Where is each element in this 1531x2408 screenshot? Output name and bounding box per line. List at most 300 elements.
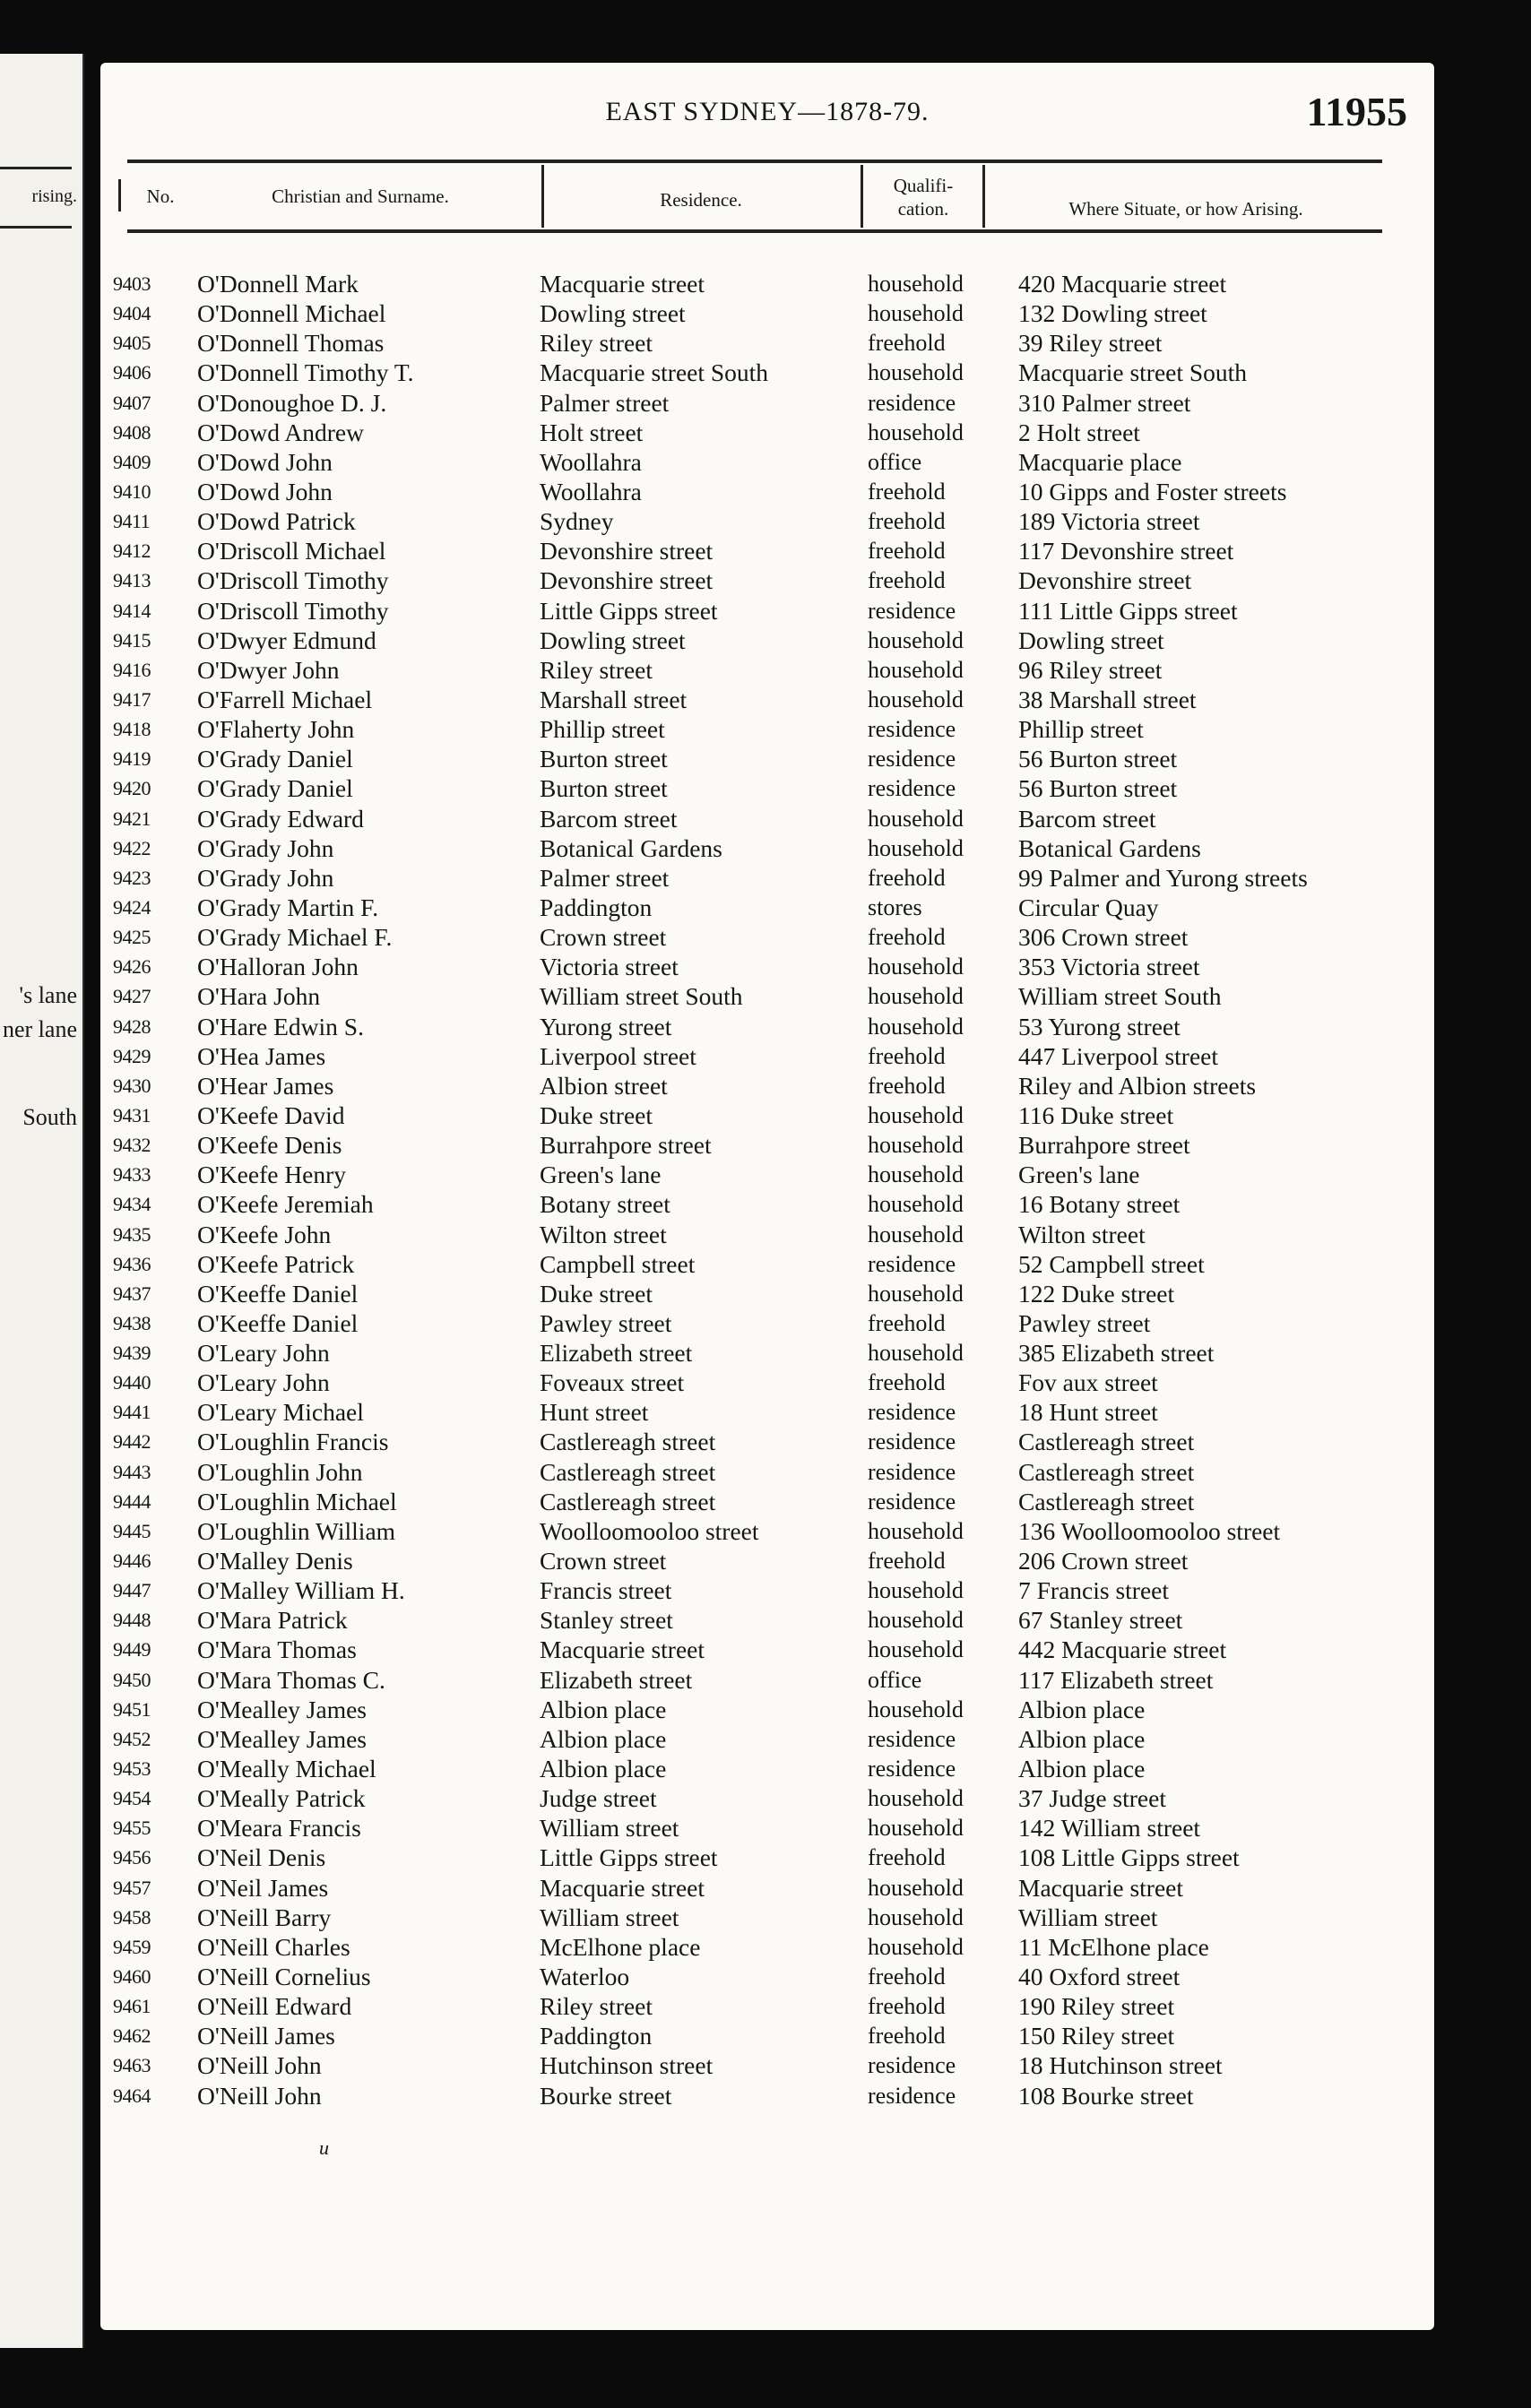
entry-number: 9407: [113, 391, 151, 414]
entry-number: 9458: [113, 1905, 151, 1929]
where-situate: 37 Judge street: [1018, 1784, 1166, 1813]
voter-name: O'Hara John: [197, 982, 321, 1011]
residence: Palmer street: [540, 388, 670, 417]
where-situate: 56 Burton street: [1018, 774, 1178, 803]
entry-number: 9430: [113, 1074, 151, 1097]
table-row: [113, 269, 1422, 298]
residence: Castlereagh street: [540, 1487, 716, 1515]
entry-number: 9432: [113, 1134, 151, 1157]
voter-name: O'Donnell Mark: [197, 270, 359, 298]
entry-number: 9454: [113, 1787, 151, 1810]
where-situate: Circular Quay: [1018, 893, 1159, 921]
where-situate: 2 Holt street: [1018, 418, 1140, 446]
qualification: freehold: [868, 538, 946, 565]
entry-number: 9404: [113, 302, 151, 325]
residence: Crown street: [540, 923, 667, 952]
where-situate: 190 Riley street: [1018, 1992, 1175, 2021]
table-row: [113, 1427, 1422, 1456]
where-situate: 122 Duke street: [1018, 1279, 1175, 1308]
qualification: household: [868, 1340, 964, 1367]
voter-name: O'Flaherty John: [197, 715, 355, 744]
qualification: household: [868, 1785, 964, 1812]
entry-number: 9461: [113, 1995, 151, 2018]
qualification: freehold: [868, 1844, 946, 1871]
voter-name: O'Neill John: [197, 2081, 322, 2110]
table-row: [113, 1308, 1422, 1338]
residence: Wilton street: [540, 1220, 667, 1248]
where-situate: 189 Victoria street: [1018, 507, 1200, 536]
voter-name: O'Neill Edward: [197, 1992, 352, 2021]
entry-number: 9438: [113, 1311, 151, 1334]
qualification: household: [868, 1903, 964, 1930]
where-situate: 53 Yurong street: [1018, 1012, 1181, 1040]
voter-name: O'Dwyer John: [197, 655, 340, 684]
where-situate: Devonshire street: [1018, 566, 1192, 595]
qualification: household: [868, 1280, 964, 1307]
where-situate: Macquarie street South: [1018, 358, 1248, 387]
qualification: residence: [868, 1399, 956, 1426]
where-situate: 108 Bourke street: [1018, 2081, 1194, 2110]
where-situate: Castlereagh street: [1018, 1487, 1195, 1515]
entry-number: 9436: [113, 1252, 151, 1275]
entry-number: 9456: [113, 1846, 151, 1869]
entry-number: 9414: [113, 599, 151, 622]
residence: Dowling street: [540, 299, 686, 328]
left-page-fragment: ner lane: [2, 1016, 77, 1042]
table-row: [113, 1249, 1422, 1279]
table-row: [113, 1843, 1422, 1872]
qualification: freehold: [868, 924, 946, 951]
voter-name: O'Neill Cornelius: [197, 1963, 371, 1991]
qualification: office: [868, 1666, 922, 1693]
entry-number: 9403: [113, 272, 151, 295]
table-row: [113, 1991, 1422, 2021]
where-situate: Green's lane: [1018, 1161, 1140, 1189]
residence: Riley street: [540, 655, 653, 684]
table-row: [113, 1546, 1422, 1575]
column-separator: [541, 165, 544, 228]
residence: Macquarie street South: [540, 358, 769, 387]
table-row: [113, 626, 1422, 655]
left-page-rule: [0, 226, 72, 229]
voter-name: O'Leary John: [197, 1339, 330, 1368]
entry-number: 9416: [113, 658, 151, 681]
voter-name: O'Loughlin William: [197, 1516, 396, 1545]
voter-name: O'Neill Barry: [197, 1903, 332, 1931]
residence: Waterloo: [540, 1963, 630, 1991]
voter-name: O'Dwyer Edmund: [197, 626, 376, 654]
entry-number: 9443: [113, 1460, 151, 1483]
entry-number: 9446: [113, 1549, 151, 1573]
where-situate: 310 Palmer street: [1018, 388, 1191, 417]
residence: Marshall street: [540, 685, 688, 713]
qualification: office: [868, 448, 922, 475]
where-situate: Castlereagh street: [1018, 1428, 1195, 1456]
residence: McElhone place: [540, 1932, 701, 1961]
entry-number: 9412: [113, 539, 151, 563]
voter-name: O'Grady Michael F.: [197, 923, 393, 952]
residence: Hunt street: [540, 1398, 649, 1427]
qualification: residence: [868, 716, 956, 743]
residence: Little Gipps street: [540, 1843, 718, 1872]
qualification: household: [868, 1221, 964, 1247]
residence: Castlereagh street: [540, 1428, 716, 1456]
entry-number: 9409: [113, 450, 151, 473]
voter-name: O'Neil James: [197, 1873, 329, 1902]
residence: Dowling street: [540, 626, 686, 654]
qualification: household: [868, 359, 964, 386]
residence: Bourke street: [540, 2081, 672, 2110]
register-rows: [113, 269, 1422, 2110]
qualification: residence: [868, 2052, 956, 2079]
entry-number: 9445: [113, 1519, 151, 1542]
residence: Duke street: [540, 1100, 653, 1129]
residence: Judge street: [540, 1784, 657, 1813]
voter-name: O'Keefe Henry: [197, 1161, 347, 1189]
where-situate: 7 Francis street: [1018, 1576, 1170, 1605]
table-row: [113, 1695, 1422, 1724]
residence: Devonshire street: [540, 566, 714, 595]
qualification: freehold: [868, 1309, 946, 1336]
table-row: [113, 1189, 1422, 1219]
page-number: 11955: [1306, 89, 1407, 134]
where-situate: 142 William street: [1018, 1814, 1201, 1843]
where-situate: 136 Woolloomooloo street: [1018, 1516, 1281, 1545]
table-row: [113, 833, 1422, 863]
table-row: [113, 1130, 1422, 1160]
residence: Albion place: [540, 1724, 667, 1753]
residence: Holt street: [540, 418, 644, 446]
qualification: household: [868, 1161, 964, 1188]
column-header-name: Christian and Surname.: [272, 186, 449, 207]
table-row: [113, 2081, 1422, 2110]
table-row: [113, 328, 1422, 358]
table-row: [113, 418, 1422, 447]
qualification: residence: [868, 389, 956, 416]
entry-number: 9423: [113, 866, 151, 889]
table-row: [113, 981, 1422, 1011]
entry-number: 9406: [113, 361, 151, 384]
voter-name: O'Leary John: [197, 1368, 330, 1397]
where-situate: 56 Burton street: [1018, 745, 1178, 773]
entry-number: 9425: [113, 926, 151, 949]
footer-mark: u: [319, 2136, 329, 2159]
table-row: [113, 714, 1422, 744]
residence: Macquarie street: [540, 1873, 705, 1902]
voter-name: O'Keefe Jeremiah: [197, 1190, 374, 1219]
column-header-residence: Residence.: [660, 189, 742, 211]
residence: Green's lane: [540, 1161, 662, 1189]
voter-name: O'Mara Thomas: [197, 1636, 357, 1664]
table-row: [113, 1754, 1422, 1783]
table-row: [113, 1160, 1422, 1189]
voter-name: O'Grady John: [197, 863, 334, 892]
where-situate: Pawley street: [1018, 1308, 1151, 1337]
table-row: [113, 1487, 1422, 1516]
left-page-fragment: 's lane: [19, 982, 77, 1008]
qualification: residence: [868, 1488, 956, 1515]
qualification: residence: [868, 775, 956, 802]
entry-number: 9449: [113, 1638, 151, 1661]
where-situate: Barcom street: [1018, 804, 1156, 833]
table-row: [113, 1665, 1422, 1695]
residence: Woolloomooloo street: [540, 1516, 759, 1545]
entry-number: 9405: [113, 332, 151, 355]
where-situate: Albion place: [1018, 1695, 1146, 1723]
where-situate: 40 Oxford street: [1018, 1963, 1181, 1991]
qualification: household: [868, 626, 964, 653]
entry-number: 9447: [113, 1579, 151, 1602]
table-row: [113, 477, 1422, 506]
residence: Stanley street: [540, 1606, 673, 1635]
qualification: household: [868, 834, 964, 861]
residence: Hutchinson street: [540, 2051, 714, 2080]
voter-name: O'Donoughoe D. J.: [197, 388, 387, 417]
voter-name: O'Hare Edwin S.: [197, 1012, 364, 1040]
entry-number: 9411: [113, 510, 151, 533]
qualification: household: [868, 1607, 964, 1634]
qualification: residence: [868, 597, 956, 624]
entry-number: 9415: [113, 628, 151, 652]
residence: Campbell street: [540, 1249, 696, 1278]
entry-number: 9457: [113, 1876, 151, 1899]
where-situate: 111 Little Gipps street: [1018, 596, 1238, 625]
entry-number: 9420: [113, 777, 151, 800]
residence: Paddington: [540, 2022, 653, 2050]
header-bottom-rule: [127, 229, 1382, 233]
voter-name: O'Dowd Patrick: [197, 507, 356, 536]
entry-number: 9434: [113, 1193, 151, 1216]
where-situate: 18 Hunt street: [1018, 1398, 1158, 1427]
where-situate: 116 Duke street: [1018, 1100, 1174, 1129]
residence: Elizabeth street: [540, 1665, 693, 1694]
entry-number: 9440: [113, 1371, 151, 1394]
voter-name: O'Meally Michael: [197, 1755, 376, 1783]
where-situate: 353 Victoria street: [1018, 953, 1200, 981]
where-situate: 150 Riley street: [1018, 2022, 1175, 2050]
voter-name: O'Keeffe Daniel: [197, 1279, 359, 1308]
voter-name: O'Farrell Michael: [197, 685, 373, 713]
residence: Pawley street: [540, 1308, 672, 1337]
entry-number: 9460: [113, 1965, 151, 1989]
where-situate: Castlereagh street: [1018, 1457, 1195, 1486]
voter-name: O'Mealley James: [197, 1695, 367, 1723]
voter-name: O'Dowd Andrew: [197, 418, 364, 446]
where-situate: Macquarie street: [1018, 1873, 1184, 1902]
entry-number: 9435: [113, 1222, 151, 1246]
qualification: household: [868, 1815, 964, 1842]
entry-number: 9428: [113, 1014, 151, 1038]
residence: Woollahra: [540, 447, 642, 476]
where-situate: 10 Gipps and Foster streets: [1018, 477, 1287, 505]
entry-number: 9424: [113, 895, 151, 919]
entry-number: 9413: [113, 569, 151, 592]
where-situate: Albion place: [1018, 1724, 1146, 1753]
table-row: [113, 388, 1422, 418]
column-separator: [982, 165, 985, 228]
qualification: household: [868, 686, 964, 712]
residence: Foveaux street: [540, 1368, 685, 1397]
qualification: household: [868, 1577, 964, 1604]
entry-number: 9455: [113, 1817, 151, 1840]
voter-name: O'Neill James: [197, 2022, 335, 2050]
qualification: household: [868, 1013, 964, 1040]
residence: Woollahra: [540, 477, 642, 505]
residence: William street: [540, 1814, 679, 1843]
where-situate: Macquarie place: [1018, 447, 1182, 476]
qualification: household: [868, 1933, 964, 1960]
where-situate: Riley and Albion streets: [1018, 1071, 1257, 1100]
voter-name: O'Donnell Timothy T.: [197, 358, 414, 387]
residence: Paddington: [540, 893, 653, 921]
qualification: residence: [868, 1428, 956, 1455]
where-situate: 11 McElhone place: [1018, 1932, 1209, 1961]
table-row: [113, 1338, 1422, 1368]
residence: Macquarie street: [540, 270, 705, 298]
table-row: [113, 744, 1422, 773]
residence: Burrahpore street: [540, 1131, 712, 1160]
left-page-fragment: South: [22, 1104, 77, 1130]
entry-number: 9431: [113, 1103, 151, 1126]
table-row: [113, 952, 1422, 981]
table-row: [113, 1962, 1422, 1991]
table-row: [113, 1220, 1422, 1249]
residence: Little Gipps street: [540, 596, 718, 625]
residence: Burton street: [540, 774, 668, 803]
residence: Devonshire street: [540, 537, 714, 565]
residence: Albion place: [540, 1695, 667, 1723]
voter-name: O'Dowd John: [197, 447, 333, 476]
qualification: freehold: [868, 1548, 946, 1575]
entry-number: 9437: [113, 1282, 151, 1305]
voter-name: O'Driscoll Timothy: [197, 566, 389, 595]
where-situate: 99 Palmer and Yurong streets: [1018, 863, 1308, 892]
qualification: residence: [868, 1756, 956, 1782]
residence: Sydney: [540, 507, 614, 536]
voter-name: O'Mealley James: [197, 1724, 367, 1753]
residence: Albion street: [540, 1071, 668, 1100]
qualification: residence: [868, 1725, 956, 1752]
page-title: EAST SYDNEY—1878-79.: [605, 97, 930, 126]
residence: Castlereagh street: [540, 1457, 716, 1486]
voter-name: O'Neil Denis: [197, 1843, 326, 1872]
voter-name: O'Hea James: [197, 1041, 326, 1070]
voter-name: O'Grady Daniel: [197, 745, 353, 773]
column-header-where: Where Situate, or how Arising.: [1068, 198, 1303, 220]
voter-name: O'Keefe Denis: [197, 1131, 342, 1160]
entry-number: 9463: [113, 2054, 151, 2077]
table-row: [113, 893, 1422, 922]
table-row: [113, 536, 1422, 565]
voter-name: O'Meally Patrick: [197, 1784, 366, 1813]
voter-name: O'Driscoll Michael: [197, 537, 386, 565]
entry-number: 9418: [113, 718, 151, 741]
table-row: [113, 1873, 1422, 1903]
qualification: household: [868, 419, 964, 445]
entry-number: 9417: [113, 687, 151, 711]
residence: Albion place: [540, 1755, 667, 1783]
entry-number: 9464: [113, 2084, 151, 2107]
qualification: freehold: [868, 508, 946, 535]
column-separator: [861, 165, 863, 228]
entry-number: 9462: [113, 2024, 151, 2048]
table-row: [113, 596, 1422, 626]
table-row: [113, 1071, 1422, 1100]
qualification: freehold: [868, 864, 946, 891]
entry-number: 9419: [113, 747, 151, 771]
table-row: [113, 1279, 1422, 1308]
qualification: household: [868, 1132, 964, 1159]
entry-number: 9451: [113, 1697, 151, 1721]
entry-number: 9426: [113, 955, 151, 979]
voter-name: O'Mara Thomas C.: [197, 1665, 385, 1694]
voter-name: O'Driscoll Timothy: [197, 596, 389, 625]
entry-number: 9421: [113, 807, 151, 830]
entry-number: 9448: [113, 1609, 151, 1632]
qualification: freehold: [868, 2023, 946, 2050]
entry-number: 9444: [113, 1489, 151, 1513]
qualification: household: [868, 300, 964, 327]
voter-name: O'Donnell Thomas: [197, 329, 385, 358]
residence: Riley street: [540, 1992, 653, 2021]
voter-name: O'Keefe Patrick: [197, 1249, 355, 1278]
left-page-edge: [0, 54, 84, 2348]
qualification: freehold: [868, 1369, 946, 1396]
qualification: household: [868, 1696, 964, 1722]
residence: Barcom street: [540, 804, 678, 833]
qualification: household: [868, 271, 964, 297]
entry-number: 9408: [113, 420, 151, 444]
where-situate: 117 Devonshire street: [1018, 537, 1234, 565]
table-row: [113, 2021, 1422, 2050]
qualification: household: [868, 983, 964, 1010]
column-separator: [118, 179, 121, 211]
table-row: [113, 1575, 1422, 1605]
register-page: [100, 63, 1434, 2330]
entry-number: 9441: [113, 1401, 151, 1424]
where-situate: Phillip street: [1018, 715, 1144, 744]
residence: Riley street: [540, 329, 653, 358]
voter-name: O'Grady Daniel: [197, 774, 353, 803]
voter-name: O'Meara Francis: [197, 1814, 361, 1843]
where-situate: 67 Stanley street: [1018, 1606, 1183, 1635]
qualification: freehold: [868, 1072, 946, 1099]
where-situate: 132 Dowling street: [1018, 299, 1207, 328]
where-situate: 18 Hutchinson street: [1018, 2051, 1223, 2080]
qualification: residence: [868, 746, 956, 772]
where-situate: 39 Riley street: [1018, 329, 1163, 358]
entry-number: 9439: [113, 1342, 151, 1365]
voter-name: O'Mara Patrick: [197, 1606, 348, 1635]
where-situate: 306 Crown street: [1018, 923, 1189, 952]
qualification: freehold: [868, 567, 946, 594]
where-situate: 96 Riley street: [1018, 655, 1163, 684]
table-row: [113, 773, 1422, 803]
where-situate: 108 Little Gipps street: [1018, 1843, 1240, 1872]
residence: Yurong street: [540, 1012, 672, 1040]
voter-name: O'Leary Michael: [197, 1398, 364, 1427]
table-row: [113, 685, 1422, 714]
qualification: household: [868, 1191, 964, 1218]
entry-number: 9422: [113, 836, 151, 859]
residence: Botany street: [540, 1190, 670, 1219]
qualification: freehold: [868, 1993, 946, 2020]
table-row: [113, 1041, 1422, 1071]
header-top-rule: [127, 160, 1382, 163]
voter-name: O'Malley Denis: [197, 1547, 353, 1575]
entry-number: 9410: [113, 479, 151, 503]
qualification: residence: [868, 1458, 956, 1485]
